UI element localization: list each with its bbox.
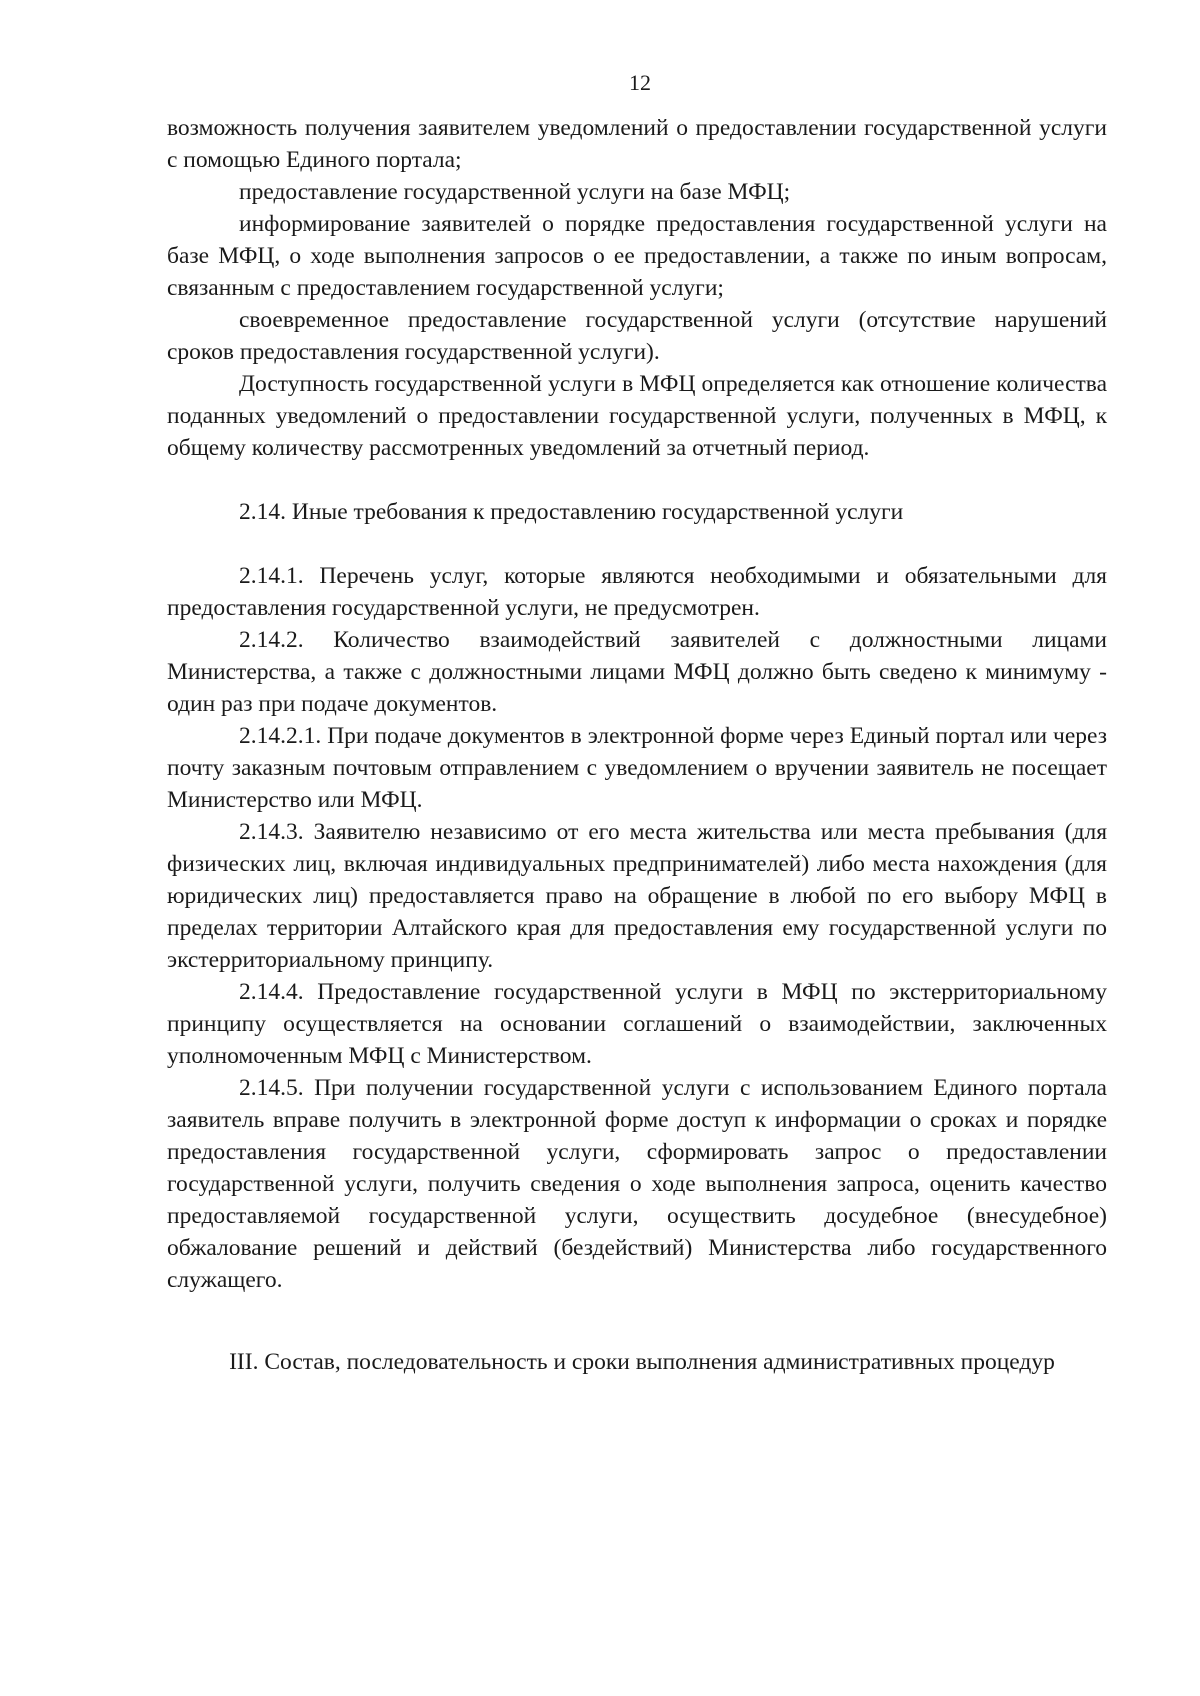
clause-2-14-1: 2.14.1. Перечень услуг, которые являются необходимыми и обязательными для предоставления государственной услуги, не предусмотрен. [167, 563, 1107, 621]
clause-2-14-2-1: 2.14.2.1. При подаче документов в электронной форме через Единый портал или через почту заказным почтовым отправлением с уведомлением о вручении заявитель не посещает Министерство или МФЦ. [167, 723, 1107, 813]
clause-2-14-4: 2.14.4. Предоставление государственной услуги в МФЦ по экстерриториальному принципу осуществляется на основании соглашений о взаимодействии, заключенных уполномоченным МФЦ с Министерством. [167, 979, 1107, 1069]
paragraph: своевременное предоставление государственной услуги (отсутствие нарушений сроков предоставления государственной услуги). [167, 307, 1107, 365]
paragraph: предоставление государственной услуги на базе МФЦ; [239, 179, 791, 205]
paragraph: информирование заявителей о порядке предоставления государственной услуги на базе МФЦ, о ходе выполнения запросов о ее предоставлении, а также по иным вопросам, связанным с предоставлением государственной услуги; [167, 211, 1107, 301]
clause-2-14-5: 2.14.5. При получении государственной услуги с использованием Единого портала заявитель вправе получить в электронной форме доступ к информации о сроках и порядке предоставления государственной услуги, сформировать запрос о предоставлении государственной услуги, получить сведения о ходе выполнения запроса, оценить качество предоставляемой государственной услуги, осуществить досудебное (внесудебное) обжалование решений и действий (бездействий) Министерства либо государственного служащего. [167, 1075, 1107, 1293]
paragraph: Доступность государственной услуги в МФЦ определяется как отношение количества поданных уведомлений о предоставлении государственной услуги, полученных в МФЦ, к общему количеству рассмотренных уведомлений за отчетный период. [167, 371, 1107, 461]
clause-2-14-3: 2.14.3. Заявителю независимо от его места жительства или места пребывания (для физических лиц, включая индивидуальных предпринимателей) либо места нахождения (для юридических лиц) предоставляется право на обращение в любой по его выбору МФЦ в пределах территории Алтайского края для предоставления ему государственной услуги по экстерриториальному принципу. [167, 819, 1107, 973]
document-body [167, 112, 1107, 1378]
section-heading-2-14: 2.14. Иные требования к предоставлению государственной услуги [239, 499, 904, 525]
page-number: 12 [629, 70, 651, 95]
clause-2-14-2: 2.14.2. Количество взаимодействий заявителей с должностными лицами Министерства, а также с должностными лицами МФЦ должно быть сведено к минимуму - один раз при подаче документов. [167, 627, 1107, 717]
paragraph: возможность получения заявителем уведомлений о предоставлении государственной услуги с помощью Единого портала; [167, 115, 1107, 173]
section-heading-iii: III. Состав, последовательность и сроки выполнения административных процедур [229, 1349, 1055, 1375]
